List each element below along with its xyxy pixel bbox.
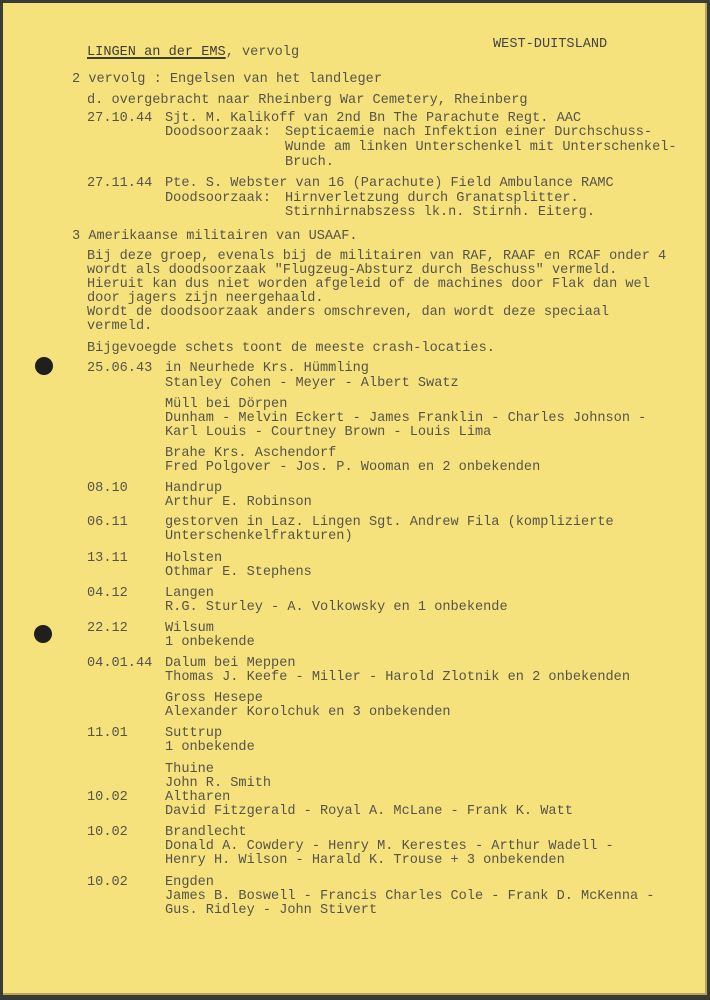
cause-line: Stirnhirnabszess lk.n. Stirnh. Eiterg. bbox=[285, 205, 595, 220]
entry-line: Fred Polgover - Jos. P. Wooman en 2 onbekenden bbox=[165, 460, 541, 475]
entry-line: Engden bbox=[165, 875, 214, 890]
document-page bbox=[3, 3, 707, 995]
entry-line: James B. Boswell - Francis Charles Cole - Frank D. McKenna - bbox=[165, 889, 655, 904]
heading-suffix: , vervolg bbox=[225, 45, 300, 60]
entry-date: 04.01.44 bbox=[87, 656, 153, 671]
entry-date: 06.11 bbox=[87, 515, 128, 530]
entry-line: Thuine bbox=[165, 762, 214, 777]
entry-text: Sjt. M. Kalikoff van 2nd Bn The Parachute Regt. AAC bbox=[165, 111, 582, 126]
cause-line: Hirnverletzung durch Granatsplitter. bbox=[285, 191, 579, 206]
entry-date: 27.10.44 bbox=[87, 111, 153, 126]
entry-line: Stanley Cohen - Meyer - Albert Swatz bbox=[165, 376, 459, 391]
punch-hole bbox=[34, 625, 52, 643]
entry-date: 08.10 bbox=[87, 481, 128, 496]
paragraph-line: door jagers zijn neergehaald. bbox=[87, 291, 324, 306]
entry-line: John R. Smith bbox=[165, 776, 272, 791]
entry-line: David Fitzgerald - Royal A. McLane - Frank K. Watt bbox=[165, 804, 573, 819]
entry-line: Dunham - Melvin Eckert - James Franklin - Charles Johnson - bbox=[165, 411, 647, 426]
entry-line: Langen bbox=[165, 586, 214, 601]
cause-label: Doodsoorzaak: bbox=[165, 191, 272, 206]
entry-line: Holsten bbox=[165, 551, 223, 566]
cause-line: Bruch. bbox=[285, 155, 334, 170]
entry-line: 1 onbekende bbox=[165, 635, 255, 650]
entry-line: Brandlecht bbox=[165, 825, 247, 840]
heading-place: LINGEN an der EMS bbox=[87, 45, 226, 60]
entry-line: 1 onbekende bbox=[165, 740, 255, 755]
entry-date: 04.12 bbox=[87, 586, 128, 601]
entry-date: 25.06.43 bbox=[87, 361, 153, 376]
paragraph-line: wordt als doodsoorzaak "Flugzeug-Absturz durch Beschuss" vermeld. bbox=[87, 263, 618, 278]
entry-line: Unterschenkelfrakturen) bbox=[165, 529, 353, 544]
entry-date: 11.01 bbox=[87, 726, 128, 741]
entry-line: Othmar E. Stephens bbox=[165, 565, 312, 580]
entry-date: 13.11 bbox=[87, 551, 128, 566]
section-3-title: 3 Amerikaanse militairen van USAAF. bbox=[72, 229, 358, 244]
paragraph-line: Hieruit kan dus niet worden afgeleid of de machines door Flak dan wel bbox=[87, 277, 650, 292]
section-2-title: 2 vervolg : Engelsen van het landleger bbox=[72, 72, 382, 87]
entry-line: Alexander Korolchuk en 3 onbekenden bbox=[165, 705, 451, 720]
region-label: WEST-DUITSLAND bbox=[493, 37, 608, 52]
entry-date: 10.02 bbox=[87, 875, 128, 890]
entry-text: Pte. S. Webster van 16 (Parachute) Field Ambulance RAMC bbox=[165, 176, 614, 191]
entry-line: Brahe Krs. Aschendorf bbox=[165, 446, 337, 461]
entry-date: 27.11.44 bbox=[87, 176, 153, 191]
cause-label: Doodsoorzaak: bbox=[165, 125, 272, 140]
page-heading bbox=[87, 45, 299, 61]
paragraph-line: Bij deze groep, evenals bij de militairen van RAF, RAAF en RCAF onder 4 bbox=[87, 249, 667, 264]
entry-date: 10.02 bbox=[87, 825, 128, 840]
entry-line: Müll bei Dörpen bbox=[165, 397, 288, 412]
entry-line: Dalum bei Meppen bbox=[165, 656, 296, 671]
cause-line: Septicaemie nach Infektion einer Durchschuss- bbox=[285, 125, 653, 140]
entry-line: Henry H. Wilson - Harald K. Trouse + 3 onbekenden bbox=[165, 853, 565, 868]
paragraph-line: Wordt de doodsoorzaak anders omschreven, dan wordt deze speciaal bbox=[87, 305, 610, 320]
entry-line: Donald A. Cowdery - Henry M. Kerestes - Arthur Wadell - bbox=[165, 839, 614, 854]
entry-line: Suttrup bbox=[165, 726, 223, 741]
entry-line: Arthur E. Robinson bbox=[165, 495, 312, 510]
entry-date: 10.02 bbox=[87, 790, 128, 805]
entry-line: gestorven in Laz. Lingen Sgt. Andrew Fila (komplizierte bbox=[165, 515, 614, 530]
sketch-note: Bijgevoegde schets toont de meeste crash-locaties. bbox=[87, 341, 495, 356]
entry-line: Wilsum bbox=[165, 621, 214, 636]
entry-line: in Neurhede Krs. Hümmling bbox=[165, 361, 369, 376]
entry-line: Altharen bbox=[165, 790, 231, 805]
entry-line: R.G. Sturley - A. Volkowsky en 1 onbekende bbox=[165, 600, 508, 615]
section-2-subtitle: d. overgebracht naar Rheinberg War Cemetery, Rheinberg bbox=[87, 93, 528, 108]
entry-line: Karl Louis - Courtney Brown - Louis Lima bbox=[165, 425, 492, 440]
entry-line: Handrup bbox=[165, 481, 223, 496]
entry-line: Thomas J. Keefe - Miller - Harold Zlotnik en 2 onbekenden bbox=[165, 670, 630, 685]
entry-date: 22.12 bbox=[87, 621, 128, 636]
entry-line: Gross Hesepe bbox=[165, 691, 263, 706]
paragraph-line: vermeld. bbox=[87, 319, 153, 334]
cause-line: Wunde am linken Unterschenkel mit Unterschenkel- bbox=[285, 140, 677, 155]
punch-hole bbox=[35, 357, 53, 375]
entry-line: Gus. Ridley - John Stivert bbox=[165, 903, 378, 918]
